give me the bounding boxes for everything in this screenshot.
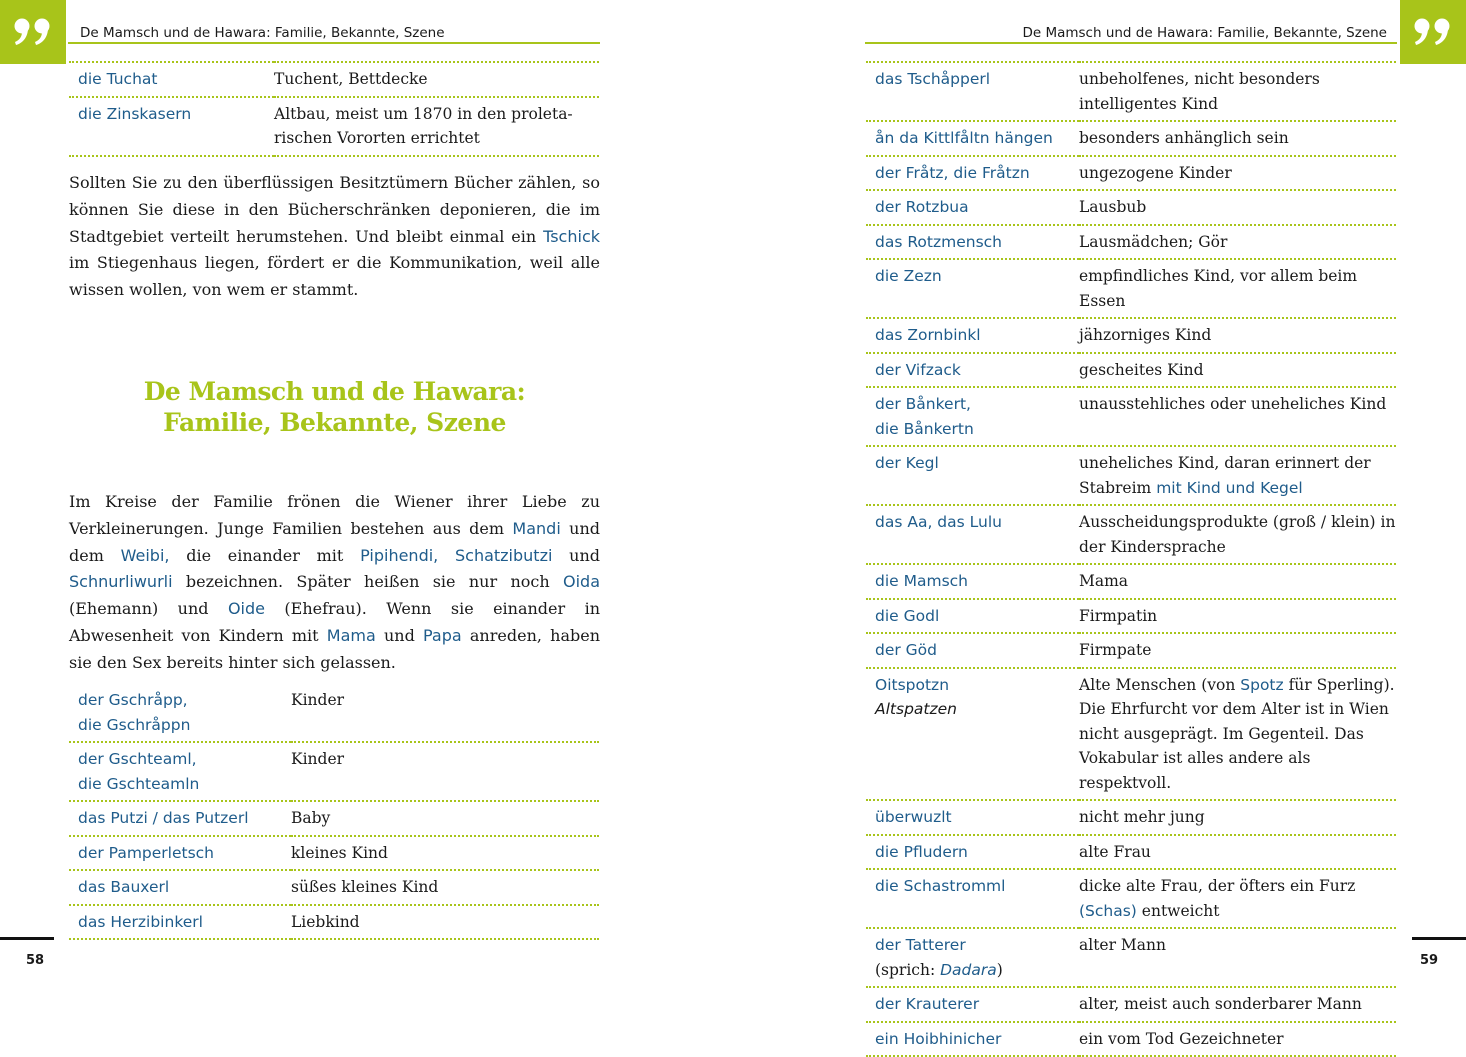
- table-row: [866, 225, 1396, 260]
- table-row: [866, 1022, 1396, 1057]
- chapter-title-line: Familie, Bekannte, Szene: [163, 408, 506, 437]
- glossary-definition: kleines Kind: [291, 836, 599, 871]
- glossary-definition: Kinder: [291, 684, 599, 742]
- dialect-word: Oide: [227, 599, 265, 619]
- chapter-title-line: De Mamsch und de Hawara:: [143, 377, 526, 406]
- glossary-definition: Lausmädchen; Gör: [1079, 225, 1396, 260]
- glossary-definition: besonders anhänglich sein: [1079, 121, 1396, 156]
- glossary-definition: Firmpate: [1079, 633, 1396, 668]
- definition-line: Altbau, meist um 1870 in den proleta-: [274, 104, 573, 123]
- glossary-term: das Tschåpperl: [866, 62, 1079, 121]
- glossary-term: das Rotzmensch: [866, 225, 1079, 260]
- glossary-definition: Liebkind: [291, 905, 599, 940]
- table-row: [866, 668, 1396, 801]
- quotation-mark-icon: [1413, 17, 1453, 47]
- running-header: De Mamsch und de Hawara: Familie, Bekannte, Szene: [68, 24, 600, 44]
- quotation-mark-icon: [13, 17, 53, 47]
- dialect-word: (Schas): [1079, 901, 1137, 920]
- table-row: [866, 835, 1396, 870]
- glossary-term: die Zinskasern: [69, 97, 274, 156]
- glossary-term: das Aa, das Lulu: [866, 505, 1079, 564]
- chapter-title: [69, 376, 600, 438]
- glossary-term: der Gschråpp, die Gschråppn: [69, 684, 291, 742]
- glossary-term: das Zornbinkl: [866, 318, 1079, 353]
- glossary-definition: Alte Menschen (von Spotz für Sperling). Die Ehrfurcht vor dem Alter ist in Wien nicht ausgeprägt. Im Gegenteil. Das Vokabular ist alles andere als respektvoll.: [1079, 668, 1396, 801]
- table-row: [69, 742, 599, 801]
- table-row: [69, 870, 599, 905]
- glossary-definition: Ausscheidungsprodukte (groß / klein) in der Kindersprache: [1079, 505, 1396, 564]
- table-row: [866, 259, 1396, 318]
- table-row: [866, 800, 1396, 835]
- glossary-definition: ein vom Tod Gezeichneter: [1079, 1022, 1396, 1057]
- glossary-term: die Pfludern: [866, 835, 1079, 870]
- dialect-word: Spotz: [1240, 675, 1284, 694]
- glossary-term: der Rotzbua: [866, 190, 1079, 225]
- glossary-table-right: [866, 61, 1396, 1057]
- glossary-definition: [274, 97, 599, 156]
- quote-mark-badge: [0, 0, 66, 64]
- dialect-word: Mama: [326, 625, 376, 645]
- glossary-term: der Göd: [866, 633, 1079, 668]
- glossary-definition: empfindliches Kind, vor allem beim Essen: [1079, 259, 1396, 318]
- dialect-word: Tschick: [543, 226, 600, 246]
- table-row: [866, 564, 1396, 599]
- table-row: [69, 97, 599, 156]
- glossary-term: der Tatterer (sprich: Dadara): [866, 928, 1079, 987]
- glossary-definition: gescheites Kind: [1079, 353, 1396, 388]
- dialect-word: mit Kind und Kegel: [1156, 478, 1303, 497]
- glossary-definition: Firmpatin: [1079, 599, 1396, 634]
- table-row: [866, 987, 1396, 1022]
- glossary-definition: unbeholfenes, nicht besonders intelligentes Kind: [1079, 62, 1396, 121]
- glossary-definition: Baby: [291, 801, 599, 836]
- table-row: [866, 446, 1396, 505]
- glossary-term: das Bauxerl: [69, 870, 291, 905]
- body-paragraph-2: Im Kreise der Familie frönen die Wiener ihrer Liebe zu Verkleinerungen. Junge Familien bestehen aus dem Mandi und dem Weibi, die einander mit Pipihendi, Schatzibutzi und Schnurliwurli bezeichnen. Später heißen sie nur noch Oida (Ehemann) und Oide (Ehefrau). Wenn sie einander in Abwesenheit von Kindern mit Mama und Papa anreden, haben sie den Sex bereits hinter sich gelassen.: [69, 492, 601, 672]
- glossary-term: ein Hoibhinicher: [866, 1022, 1079, 1057]
- table-row: [866, 156, 1396, 191]
- glossary-definition: uneheliches Kind, daran erinnert der Stabreim mit Kind und Kegel: [1079, 446, 1396, 505]
- dialect-word: Schnurliwurli: [69, 572, 173, 592]
- glossary-definition: jähzorniges Kind: [1079, 318, 1396, 353]
- page-number: 59: [1420, 953, 1439, 968]
- glossary-definition: Lausbub: [1079, 190, 1396, 225]
- table-row: [866, 190, 1396, 225]
- definition-line: rischen Vororten errichtet: [274, 129, 480, 147]
- glossary-term: die Schastromml: [866, 869, 1079, 928]
- term-translation: Altspatzen: [875, 700, 957, 718]
- left-page: [0, 0, 733, 1000]
- body-paragraph-1: Sollten Sie zu den überflüssigen Besitztümern Bücher zählen, so können Sie diese in den Bücherschränken deponieren, die im Stadtgebiet verteilt herumstehen. Und bleibt einmal ein Tschick im Stiegenhaus liegen, fördert er die Kommunikation, weil alle wissen wollen, von wem er stammt.: [69, 173, 600, 300]
- dialect-word: Oida: [563, 572, 600, 592]
- footer-rule: [1412, 937, 1466, 940]
- glossary-term: Oitspotzn Altspatzen: [866, 668, 1079, 801]
- glossary-term: die Godl: [866, 599, 1079, 634]
- glossary-definition: Kinder: [291, 742, 599, 801]
- glossary-definition: nicht mehr jung: [1079, 800, 1396, 835]
- glossary-term: das Herzibinkerl: [69, 905, 291, 940]
- glossary-definition: süßes kleines Kind: [291, 870, 599, 905]
- glossary-term: ån da Kittlfåltn hängen: [866, 121, 1079, 156]
- table-row: [866, 387, 1396, 446]
- glossary-term: überwuzlt: [866, 800, 1079, 835]
- table-row: [866, 505, 1396, 564]
- glossary-term: das Putzi / das Putzerl: [69, 801, 291, 836]
- table-row: [866, 121, 1396, 156]
- glossary-term: der Fråtz, die Fråtzn: [866, 156, 1079, 191]
- glossary-definition: alter Mann: [1079, 928, 1396, 987]
- dialect-word: Mandi: [512, 518, 561, 538]
- glossary-table-top: [69, 61, 599, 157]
- table-row: [69, 905, 599, 940]
- table-row: [866, 633, 1396, 668]
- dialect-word: Papa: [423, 625, 462, 645]
- glossary-definition: unausstehliches oder uneheliches Kind: [1079, 387, 1396, 446]
- page-number: 58: [26, 953, 45, 968]
- glossary-definition: Mama: [1079, 564, 1396, 599]
- pronunciation-note: (sprich: Dadara): [875, 960, 1003, 979]
- table-row: [866, 62, 1396, 121]
- table-row: [69, 836, 599, 871]
- table-row: [69, 62, 599, 97]
- footer-rule: [0, 937, 54, 940]
- glossary-definition: dicke alte Frau, der öfters ein Furz (Schas) entweicht: [1079, 869, 1396, 928]
- glossary-term: die Zezn: [866, 259, 1079, 318]
- glossary-definition: Tuchent, Bettdecke: [274, 62, 599, 97]
- dialect-word: Pipihendi, Schatzibutzi: [360, 545, 553, 565]
- glossary-table-bottom: [69, 684, 599, 940]
- table-row: [69, 801, 599, 836]
- table-row: [69, 684, 599, 742]
- glossary-term: die Tuchat: [69, 62, 274, 97]
- glossary-term: der Kegl: [866, 446, 1079, 505]
- glossary-definition: ungezogene Kinder: [1079, 156, 1396, 191]
- glossary-term: der Gschteaml, die Gschteamln: [69, 742, 291, 801]
- glossary-term: der Bånkert, die Bånkertn: [866, 387, 1079, 446]
- glossary-definition: alte Frau: [1079, 835, 1396, 870]
- glossary-term: der Vifzack: [866, 353, 1079, 388]
- running-header: De Mamsch und de Hawara: Familie, Bekannte, Szene: [865, 24, 1397, 44]
- quote-mark-badge: [1400, 0, 1466, 64]
- right-page: [733, 0, 1466, 1048]
- dialect-word: Weibi,: [120, 545, 170, 565]
- table-row: [866, 318, 1396, 353]
- glossary-term: der Krauterer: [866, 987, 1079, 1022]
- glossary-definition: alter, meist auch sonderbarer Mann: [1079, 987, 1396, 1022]
- glossary-term: die Mamsch: [866, 564, 1079, 599]
- table-row: [866, 353, 1396, 388]
- table-row: [866, 869, 1396, 928]
- table-row: [866, 928, 1396, 987]
- table-row: [866, 599, 1396, 634]
- glossary-term: der Pamperletsch: [69, 836, 291, 871]
